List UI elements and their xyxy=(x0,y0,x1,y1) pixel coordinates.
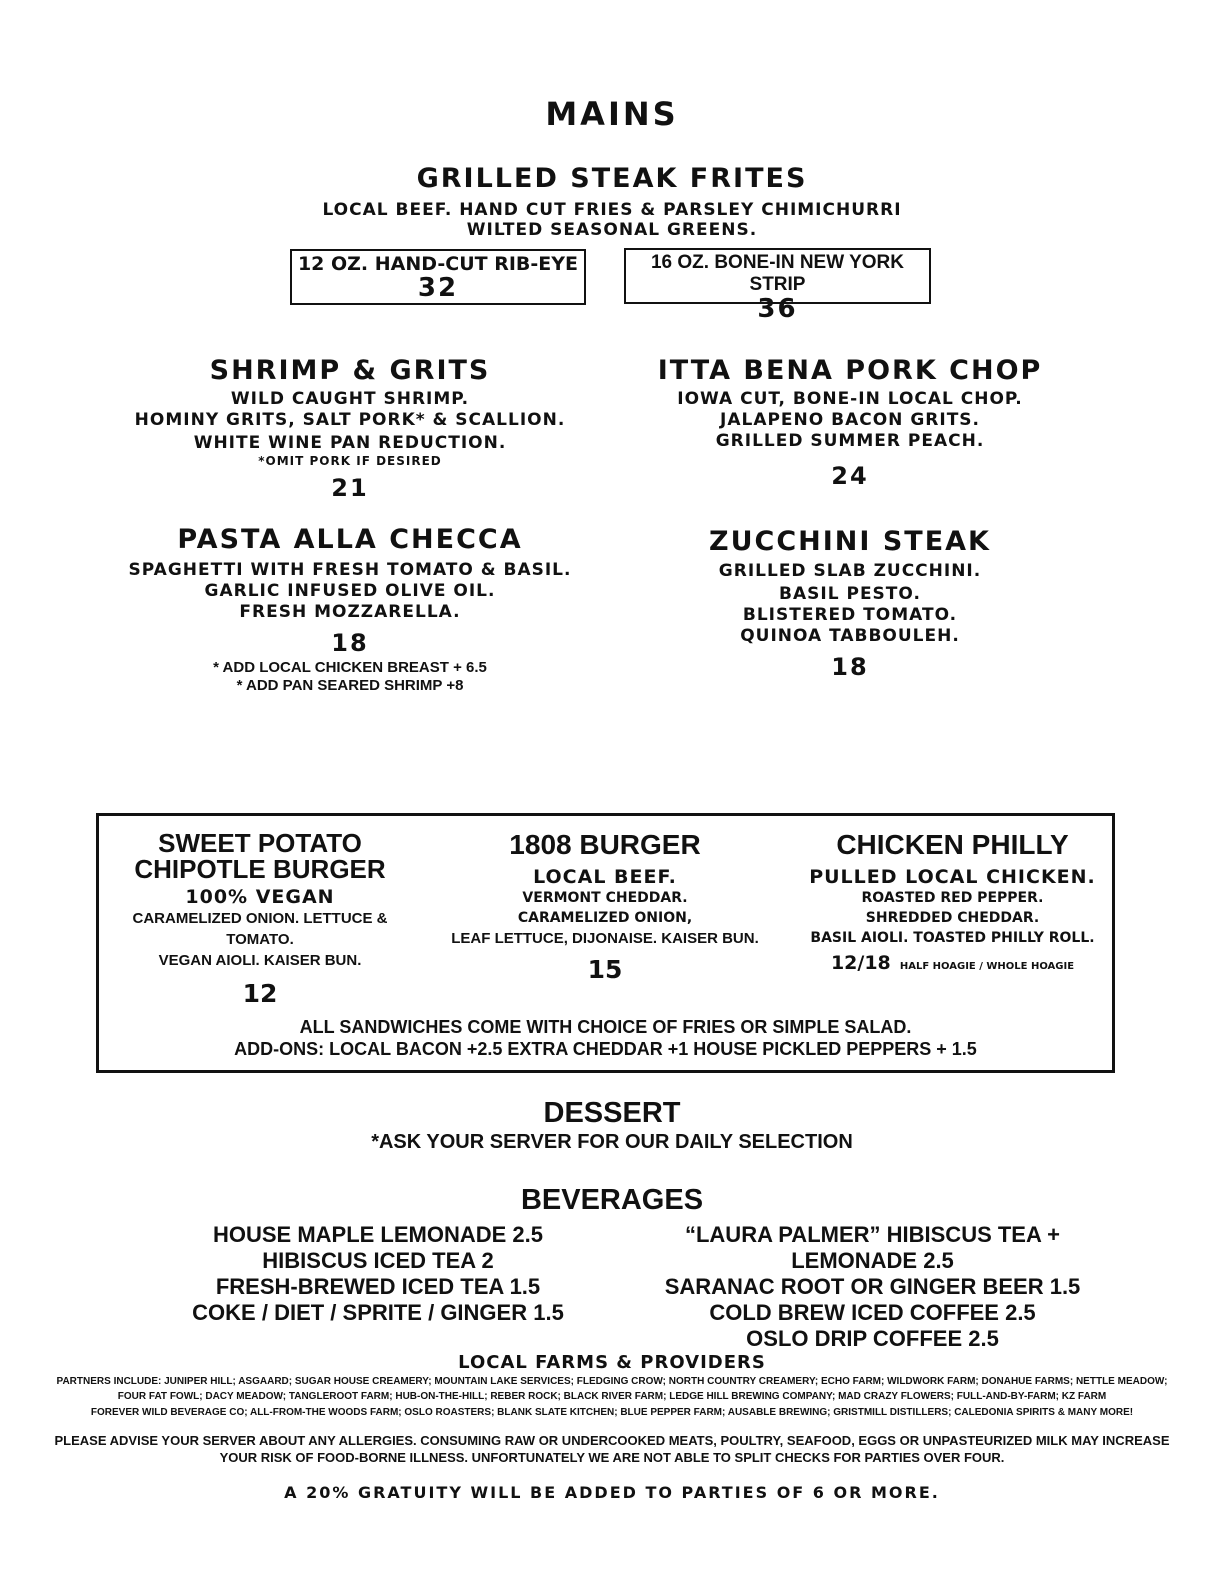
beverages-right-list xyxy=(620,1222,1125,1352)
beverage-item: FRESH-BREWED ICED TEA 1.5 xyxy=(215,1274,541,1299)
chicken-philly-section xyxy=(795,830,1110,974)
philly-sub: PULLED LOCAL CHICKEN. xyxy=(809,866,1096,888)
zucchini-line-4: QUINOA TABBOULEH. xyxy=(740,626,960,646)
beverage-item: HOUSE MAPLE LEMONADE 2.5 xyxy=(212,1222,544,1247)
sandwich-sides-note: ALL SANDWICHES COME WITH CHOICE OF FRIES OR SIMPLE SALAD. xyxy=(299,1017,912,1037)
beverage-item: “LAURA PALMER” HIBISCUS TEA + LEMONADE 2.5 xyxy=(684,1222,1061,1273)
shrimp-grits-note: *OMIT PORK IF DESIRED xyxy=(258,454,442,468)
ribeye-price: 32 xyxy=(417,273,459,303)
zucchini-section xyxy=(600,526,1100,681)
burger-section xyxy=(445,830,765,984)
philly-price: 12/18 xyxy=(830,952,891,974)
mains-title: MAINS xyxy=(545,95,679,133)
burger-line-2: CARAMELIZED ONION, xyxy=(517,910,693,926)
philly-line-1: ROASTED RED PEPPER. xyxy=(861,890,1044,906)
pasta-addon-chicken: * ADD LOCAL CHICKEN BREAST + 6.5 xyxy=(213,659,487,676)
farms-title: LOCAL FARMS & PROVIDERS xyxy=(458,1352,766,1373)
dessert-title: DESSERT xyxy=(543,1097,681,1129)
sweet-potato-price: 12 xyxy=(242,979,278,1008)
burger-line-1: VERMONT CHEDDAR. xyxy=(522,890,688,906)
zucchini-line-1: GRILLED SLAB ZUCCHINI. xyxy=(718,561,982,581)
steak-frites-desc-2: WILTED SEASONAL GREENS. xyxy=(466,220,758,240)
philly-line-3: BASIL AIOLI. TOASTED PHILLY ROLL. xyxy=(810,930,1095,946)
pork-chop-price: 24 xyxy=(831,462,869,490)
zucchini-name: ZUCCHINI STEAK xyxy=(709,526,991,557)
beverages-title: BEVERAGES xyxy=(520,1184,704,1216)
pasta-line-1: SPAGHETTI WITH FRESH TOMATO & BASIL. xyxy=(128,560,572,580)
burger-sub: LOCAL BEEF. xyxy=(533,866,677,888)
pork-chop-name: ITTA BENA PORK CHOP xyxy=(657,355,1043,386)
pasta-section xyxy=(100,524,600,695)
beverage-item: COKE / DIET / SPRITE / GINGER 1.5 xyxy=(192,1300,564,1325)
allergy-advisory-1: PLEASE ADVISE YOUR SERVER ABOUT ANY ALLERGIES. CONSUMING RAW OR UNDERCOOKED MEATS, POULTRY, SEAFOOD, EGGS OR UNPASTEURIZED MILK MAY INCREASE xyxy=(54,1433,1170,1448)
shrimp-grits-section xyxy=(100,355,600,502)
ny-strip-option-box xyxy=(624,248,931,324)
sweet-potato-sub: 100% VEGAN xyxy=(185,886,335,908)
shrimp-grits-line-2: HOMINY GRITS, SALT PORK* & SCALLION. xyxy=(134,410,566,430)
philly-name: CHICKEN PHILLY xyxy=(836,829,1069,860)
pork-chop-line-3: GRILLED SUMMER PEACH. xyxy=(715,431,985,451)
gratuity-note: A 20% GRATUITY WILL BE ADDED TO PARTIES OF 6 OR MORE. xyxy=(284,1483,940,1502)
beverage-item: COLD BREW ICED COFFEE 2.5 xyxy=(709,1300,1036,1325)
sweet-potato-line-2: VEGAN AIOLI. KAISER BUN. xyxy=(158,952,362,969)
shrimp-grits-line-1: WILD CAUGHT SHRIMP. xyxy=(230,389,470,409)
pasta-line-3: FRESH MOZZARELLA. xyxy=(239,602,461,622)
steak-frites-desc-1: LOCAL BEEF. HAND CUT FRIES & PARSLEY CHIMICHURRI xyxy=(322,200,902,220)
dessert-note: *ASK YOUR SERVER FOR OUR DAILY SELECTION xyxy=(371,1131,853,1153)
pasta-name: PASTA ALLA CHECCA xyxy=(177,524,523,555)
ribeye-label: 12 OZ. HAND-CUT RIB-EYE xyxy=(297,253,579,275)
philly-price-note: HALF HOAGIE / WHOLE HOAGIE xyxy=(899,961,1075,972)
farms-line-1: PARTNERS INCLUDE: JUNIPER HILL; ASGAARD; SUGAR HOUSE CREAMERY; MOUNTAIN LAKE SERVICES; FLEDGING CROW; NORTH COUNTRY CREAMERY; ECHO FARM; WILDWORK FARM; DONAHUE FARMS; NETTLE MEADOW; xyxy=(56,1376,1168,1387)
sandwich-addons-note: ADD-ONS: LOCAL BACON +2.5 EXTRA CHEDDAR +1 HOUSE PICKLED PEPPERS + 1.5 xyxy=(234,1039,977,1059)
philly-price-row xyxy=(795,952,1110,974)
philly-line-2: SHREDDED CHEDDAR. xyxy=(865,910,1040,926)
pasta-line-2: GARLIC INFUSED OLIVE OIL. xyxy=(204,581,496,601)
farms-line-3: FOREVER WILD BEVERAGE CO; ALL-FROM-THE WOODS FARM; OSLO ROASTERS; BLANK SLATE KITCHEN; BLUE PEPPER FARM; AUSABLE BREWING; GRISTMILL DISTILLERS; CALEDONIA SPIRITS & MANY MORE! xyxy=(90,1407,1134,1418)
shrimp-grits-name: SHRIMP & GRITS xyxy=(209,355,491,386)
farms-line-2: FOUR FAT FOWL; DACY MEADOW; TANGLEROOT FARM; HUB-ON-THE-HILL; REBER ROCK; BLACK RIVER FARM; LEDGE HILL BREWING COMPANY; MAD CRAZY FLOWERS; FULL-AND-BY-FARM; KZ FARM xyxy=(117,1391,1107,1402)
sweet-potato-name-2: CHIPOTLE BURGER xyxy=(134,854,386,884)
sweet-potato-name-1: SWEET POTATO xyxy=(158,828,362,858)
pasta-price: 18 xyxy=(331,629,369,657)
burger-price: 15 xyxy=(587,955,623,984)
pork-chop-section xyxy=(600,355,1100,490)
allergy-advisory-2: YOUR RISK OF FOOD-BORNE ILLNESS. UNFORTUNATELY WE ARE NOT ABLE TO SPLIT CHECKS FOR PARTIES OVER FOUR. xyxy=(219,1450,1005,1465)
steak-frites-name: GRILLED STEAK FRITES xyxy=(416,163,808,194)
sweet-potato-line-1: CARAMELIZED ONION. LETTUCE & TOMATO. xyxy=(132,910,388,948)
beverage-item: OSLO DRIP COFFEE 2.5 xyxy=(746,1326,999,1351)
pork-chop-line-1: IOWA CUT, BONE-IN LOCAL CHOP. xyxy=(677,389,1023,409)
burger-line-3: LEAF LETTUCE, DIJONAISE. KAISER BUN. xyxy=(451,930,759,947)
pasta-addon-shrimp: * ADD PAN SEARED SHRIMP +8 xyxy=(236,677,464,694)
zucchini-line-2: BASIL PESTO. xyxy=(779,584,921,604)
burger-name: 1808 BURGER xyxy=(509,829,701,860)
beverages-left-list xyxy=(178,1222,578,1326)
ny-strip-label: 16 OZ. BONE-IN NEW YORK STRIP xyxy=(650,252,904,295)
ribeye-option-box xyxy=(290,249,586,305)
shrimp-grits-price: 21 xyxy=(331,474,369,502)
beverage-item: HIBISCUS ICED TEA 2 xyxy=(262,1248,494,1273)
shrimp-grits-line-3: WHITE WINE PAN REDUCTION. xyxy=(193,433,507,453)
ny-strip-price: 36 xyxy=(757,294,798,324)
zucchini-line-3: BLISTERED TOMATO. xyxy=(742,605,958,625)
sweet-potato-burger-section xyxy=(110,830,410,1008)
pork-chop-line-2: JALAPENO BACON GRITS. xyxy=(720,410,980,430)
beverage-item: SARANAC ROOT OR GINGER BEER 1.5 xyxy=(664,1274,1081,1299)
zucchini-price: 18 xyxy=(831,653,869,681)
